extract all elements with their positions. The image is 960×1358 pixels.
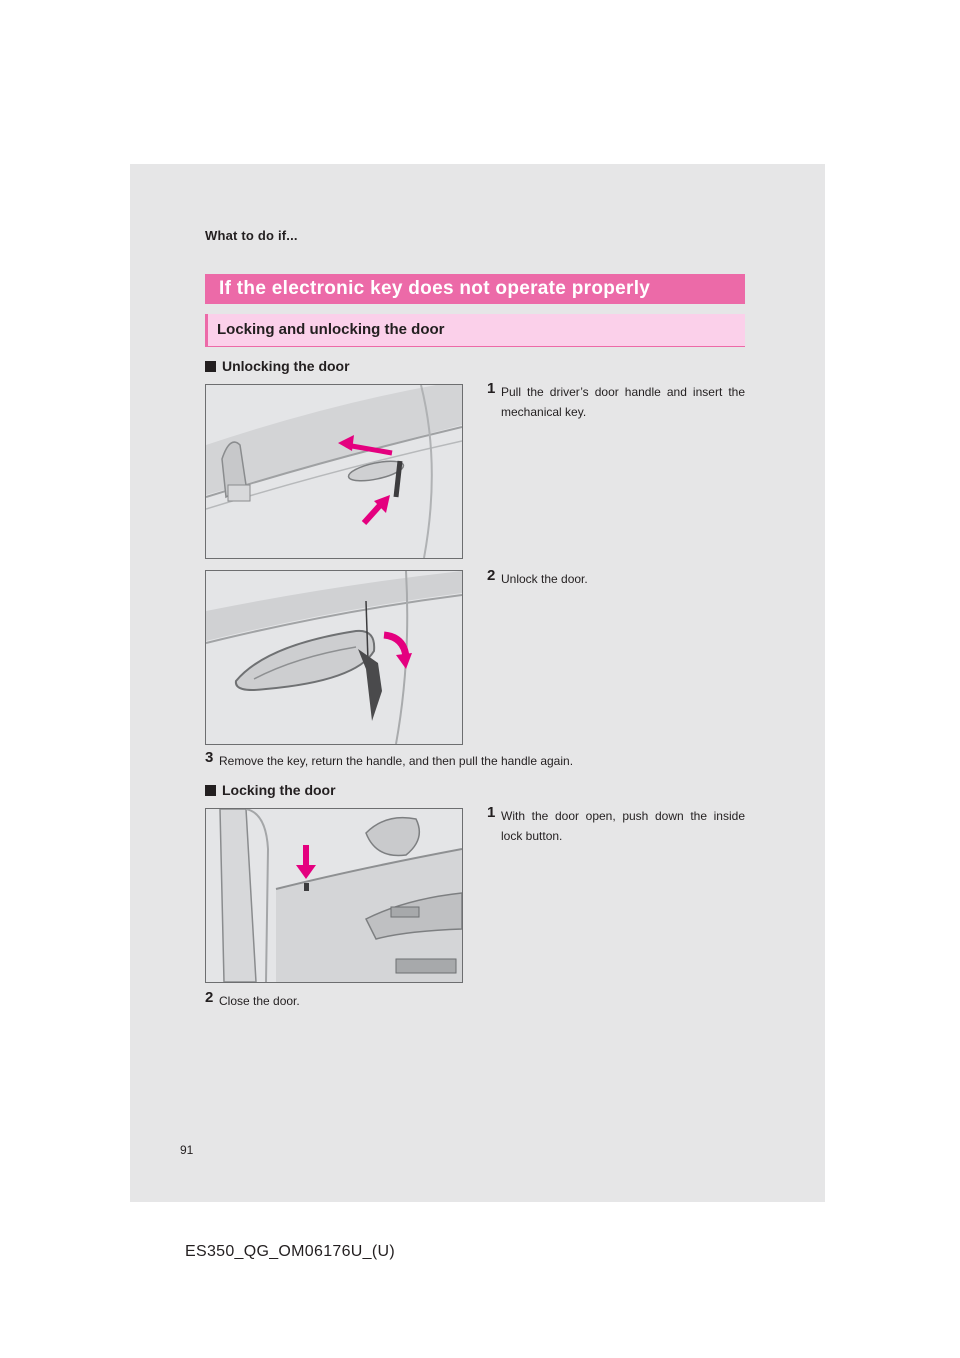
subsection-accent xyxy=(205,314,208,346)
page-number: 91 xyxy=(180,1143,194,1157)
square-bullet-icon xyxy=(205,361,216,372)
figure-door-handle-pull xyxy=(205,384,463,559)
subsection-title-bar xyxy=(205,314,745,347)
subsection-title: Locking and unlocking the door xyxy=(217,321,445,338)
figure-key-turn xyxy=(205,570,463,745)
unlocking-heading: Unlocking the door xyxy=(205,358,350,374)
document-code: ES350_QG_OM06176U_(U) xyxy=(185,1243,395,1260)
square-bullet-icon xyxy=(205,785,216,796)
locking-heading: Locking the door xyxy=(205,782,336,798)
figure-inside-lock-button xyxy=(205,808,463,983)
header-title: What to do if... xyxy=(205,228,298,243)
section-title-bar xyxy=(205,274,745,304)
section-title: If the electronic key does not operate properly xyxy=(219,278,651,299)
